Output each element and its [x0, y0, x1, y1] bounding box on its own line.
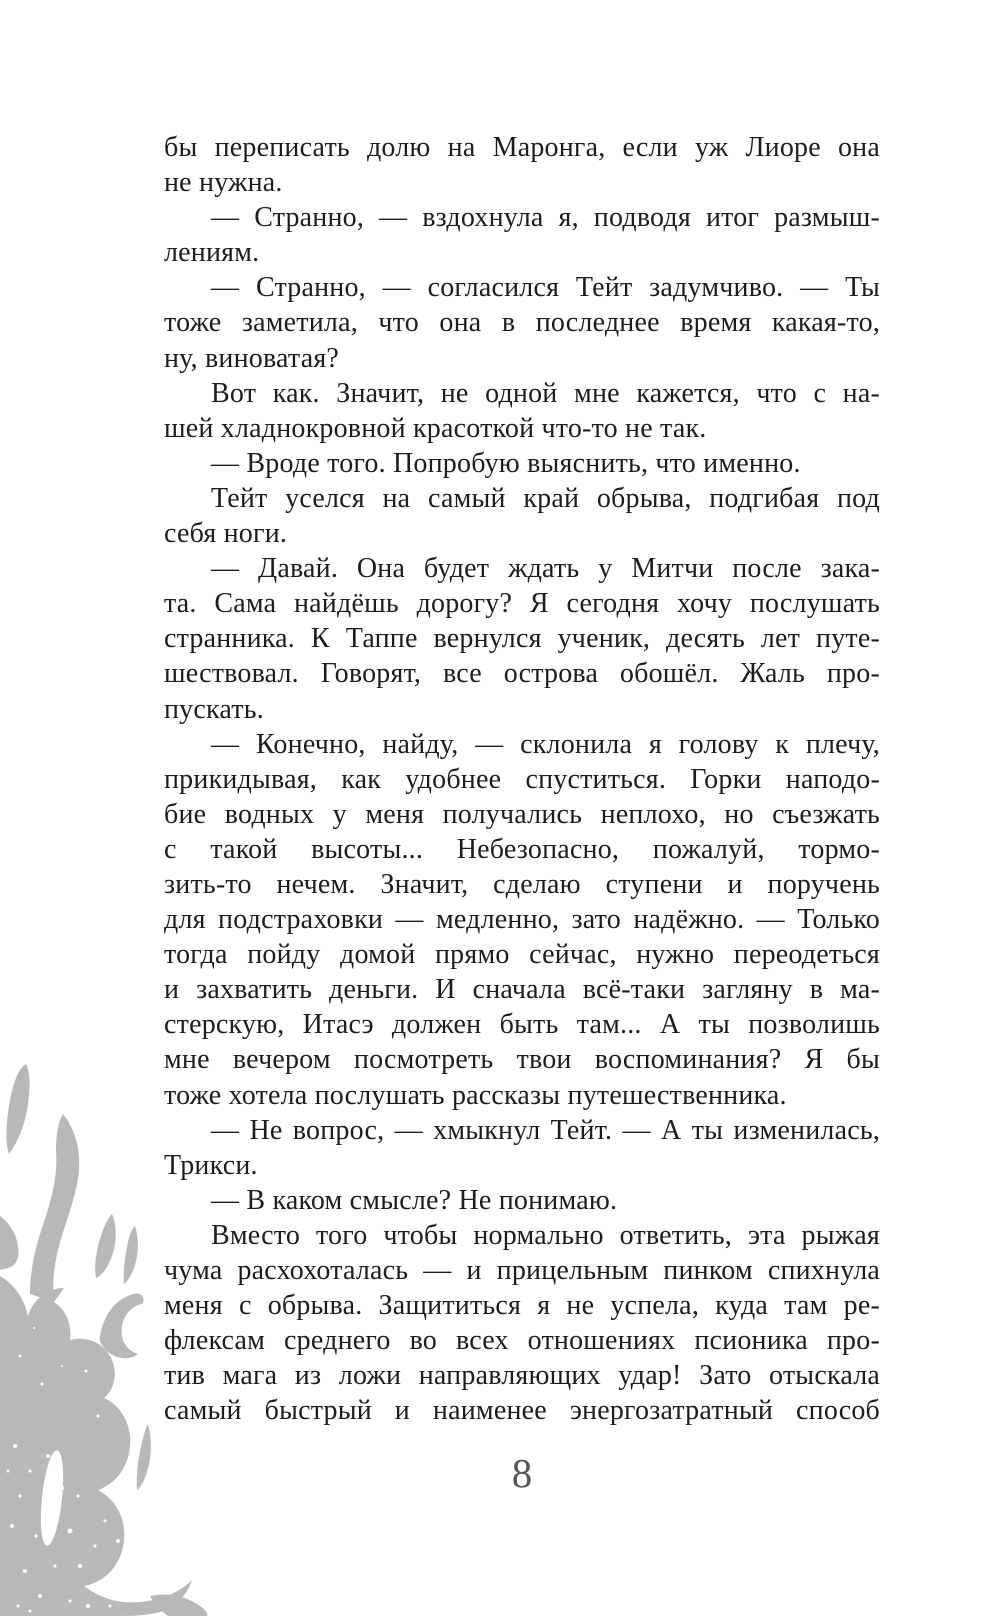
text-line: бы переписать долю на Маронга, если уж Лиоре она	[164, 132, 880, 163]
text-line: Вот как. Значит, не одной мне кажется, что с на-	[211, 377, 880, 409]
text-line: самый быстрый и наименее энергозатратный способ	[164, 1395, 880, 1427]
text-line: чума расхохоталась — и прицельным пинком спихнула	[164, 1255, 880, 1286]
text-line: тоже хотела послушать рассказы путешественника.	[164, 1079, 787, 1111]
text-block	[164, 130, 880, 1428]
text-line: Тейт уселся на самый край обрыва, подгибая под	[211, 482, 880, 514]
text-line: тоже заметила, что она в последнее время какая-то,	[164, 307, 880, 339]
text-line: меня с обрыва. Защититься я не успела, куда там ре-	[164, 1290, 880, 1322]
text-line: — Вроде того. Попробую выяснить, что именно.	[211, 447, 801, 479]
text-line: лениям.	[164, 237, 260, 269]
text-line: флексам среднего во всех отношениях псионика про-	[164, 1325, 880, 1357]
text-line: для подстраховки — медленно, зато надёжно. — Только	[164, 904, 880, 936]
text-line: шей хладнокровной красоткой что-то не так.	[164, 412, 707, 444]
text-line: и захватить деньги. И сначала всё-таки загляну в ма-	[164, 974, 880, 1006]
text-line: пускать.	[164, 693, 264, 725]
text-line: с такой высоты... Небезопасно, пожалуй, тормо-	[164, 833, 880, 865]
text-line: — В каком смысле? Не понимаю.	[211, 1184, 618, 1216]
text-line: бие водных у меня получались неплохо, но съезжать	[164, 798, 880, 830]
text-line: стерскую, Итасэ должен быть там... А ты позволишь	[164, 1009, 880, 1041]
text-line: тогда пойду домой прямо сейчас, нужно переодеться	[164, 939, 880, 971]
text-line: мне вечером посмотреть твои воспоминания? Я бы	[164, 1044, 880, 1076]
text-line: Трикси.	[164, 1149, 258, 1181]
text-line: та. Сама найдёшь дорогу? Я сегодня хочу послушать	[164, 588, 880, 620]
text-line: тив мага из ложи направляющих удар! Зато отыскала	[164, 1360, 880, 1392]
text-line: себя ноги.	[164, 518, 288, 550]
text-line: — Странно, — согласился Тейт задумчиво. — Ты	[211, 272, 880, 304]
text-line: — Давай. Она будет ждать у Митчи после зака-	[211, 553, 880, 585]
text-line: ну, виноватая?	[164, 342, 340, 374]
text-line: прикидывая, как удобнее спуститься. Горки наподо-	[164, 763, 880, 795]
text-line: шествовал. Говорят, все острова обошёл. Жаль про-	[164, 658, 880, 690]
text-line: не нужна.	[164, 167, 283, 199]
text-line: — Конечно, найду, — склонила я голову к плечу,	[211, 728, 880, 760]
page-number: 8	[511, 1450, 533, 1496]
text-line: Вместо того чтобы нормально ответить, эта рыжая	[211, 1219, 880, 1251]
text-line: зить-то нечем. Значит, сделаю ступени и поручень	[164, 868, 880, 900]
text-line: — Не вопрос, — хмыкнул Тейт. — А ты изменилась,	[211, 1114, 880, 1146]
text-line: — Странно, — вздохнула я, подводя итог размыш-	[211, 202, 880, 234]
text-line: странника. К Таппе вернулся ученик, десять лет путе-	[164, 623, 880, 655]
